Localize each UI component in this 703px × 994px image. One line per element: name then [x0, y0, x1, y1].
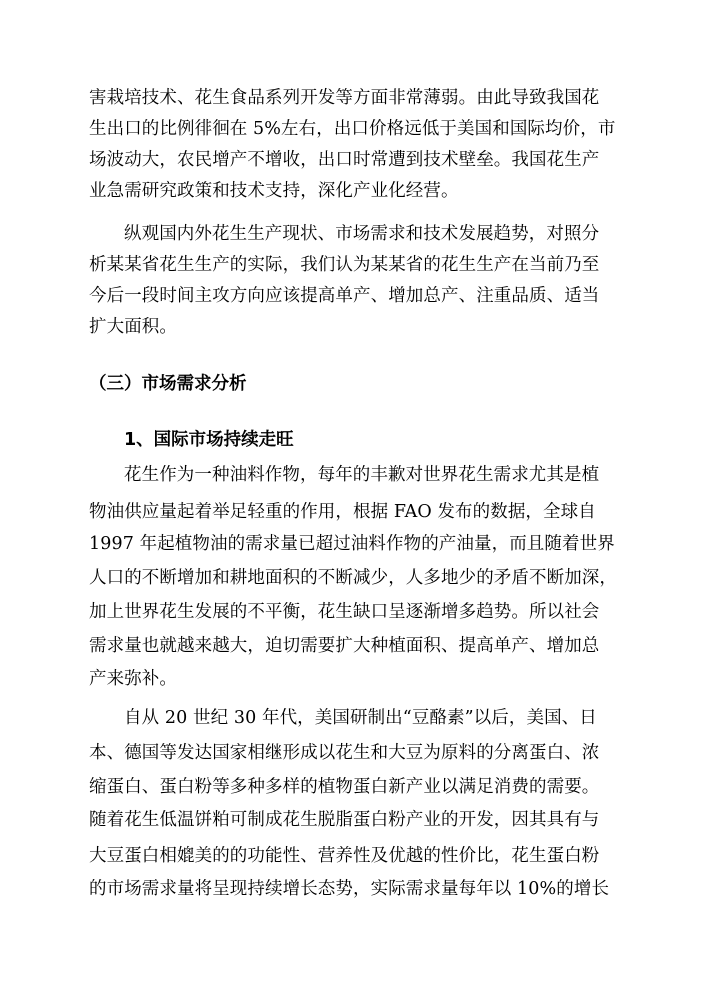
paragraph-line: 自从 20 世纪 30 年代，美国研制出“豆酪素”以后，美国、日: [124, 708, 597, 728]
paragraph-line: 析某某省花生生产的实际，我们认为某某省的花生生产在当前乃至: [89, 255, 600, 275]
paragraph-line: 生出口的比例徘徊在 5%左右，出口价格远低于美国和国际均价，市: [89, 119, 616, 139]
paragraph-line: 的市场需求量将呈现持续增长态势，实际需求量每年以 10%的增长: [89, 879, 610, 899]
paragraph-line: 人口的不断增加和耕地面积的不断减少，人多地少的矛盾不断加深，: [89, 568, 617, 588]
paragraph-line: 大豆蛋白相媲美的的功能性、营养性及优越的性价比，花生蛋白粉: [89, 846, 600, 866]
paragraph-line: 本、德国等发达国家相继形成以花生和大豆为原料的分离蛋白、浓: [89, 743, 600, 763]
paragraph-line: 今后一段时间主攻方向应该提高单产、增加总产、注重品质、适当: [89, 286, 600, 306]
paragraph-line: 纵观国内外花生生产现状、市场需求和技术发展趋势，对照分: [124, 224, 600, 244]
paragraph-line: 业急需研究政策和技术支持，深化产业化经营。: [89, 181, 459, 201]
paragraph-line: 场波动大，农民增产不增收，出口时常遭到技术壁垒。我国花生产: [89, 150, 600, 170]
subsection-heading: 1、国际市场持续走旺: [124, 430, 294, 450]
paragraph-line: 缩蛋白、蛋白粉等多种多样的植物蛋白新产业以满足消费的需要。: [89, 777, 600, 797]
section-heading: （三）市场需求分析: [89, 374, 247, 394]
paragraph-line: 扩大面积。: [89, 317, 177, 337]
paragraph-line: 产来弥补。: [89, 669, 177, 689]
paragraph-line: 物油供应量起着举足轻重的作用，根据 FAO 发布的数据，全球自: [89, 502, 596, 522]
paragraph-line: 害栽培技术、花生食品系列开发等方面非常薄弱。由此导致我国花: [89, 88, 600, 108]
paragraph-line: 花生作为一种油料作物，每年的丰歉对世界花生需求尤其是植: [124, 465, 600, 485]
paragraph-line: 加上世界花生发展的不平衡，花生缺口呈逐渐增多趋势。所以社会: [89, 602, 600, 622]
paragraph-line: 随着花生低温饼粕可制成花生脱脂蛋白粉产业的开发，因其具有与: [89, 810, 600, 830]
paragraph-line: 1997 年起植物油的需求量已超过油料作物的产油量，而且随着世界: [89, 534, 615, 554]
paragraph-line: 需求量也就越来越大，迫切需要扩大种植面积、提高单产、增加总: [89, 636, 600, 656]
